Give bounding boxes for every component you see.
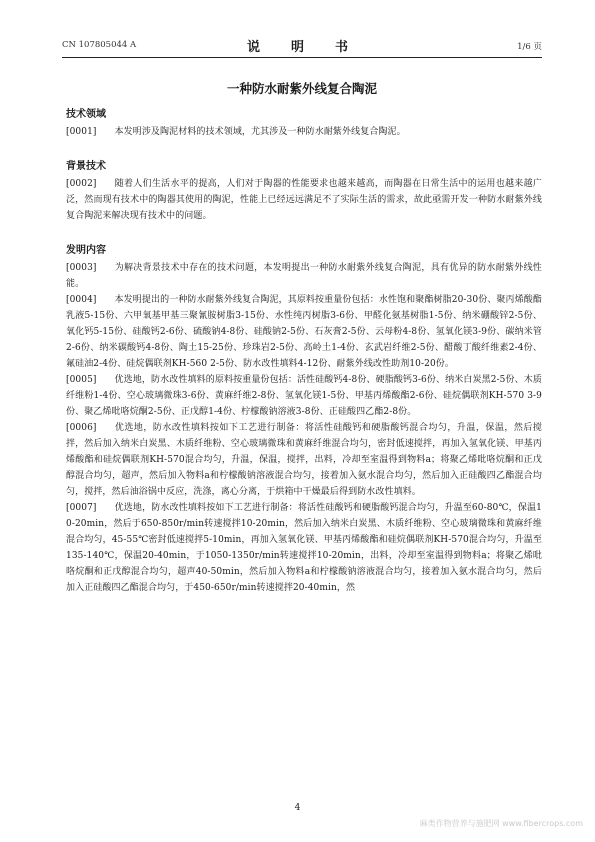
paragraph-number: [0004] [66, 295, 97, 305]
paragraph-text: 本发明提出的一种防水耐紫外线复合陶泥，其原料按重量份包括：水性饱和聚酯树脂20-30份、聚丙烯酸酯乳液5-15份、六甲氧基甲基三聚氰胺树脂3-15份、水性纯丙树脂3-6份、甲醛化氨基树脂1-5份、纳米硼酸锌2-5份、氧化钙5-15份、硅酸钙2-6份、硫酸钠4-8份、硅酸钠2-5份、石灰膏2-5份、云母粉4-8份、氢氧化镁3-9份、碳纳米管2-6份、纳米碳酸钙4-8份、陶土15-25份、珍珠岩2-5份、高岭土1-4份、玄武岩纤维2-5份、醋酸丁酸纤维素2-4份、氟硅油2-4份、硅烷偶联剂KH-560 2-5份、防水改性填料4-12份、耐紫外线改性助剂10-20份。 [66, 295, 542, 369]
paragraph-text: 本发明涉及陶泥材料的技术领域，尤其涉及一种防水耐紫外线复合陶泥。 [114, 127, 406, 137]
paragraph-0001 [66, 124, 542, 140]
watermark: 麻类作物营养与施肥网 www.fibercrops.com [419, 819, 583, 828]
paragraph-number: [0001] [66, 127, 97, 137]
invention-title: 一种防水耐紫外线复合陶泥 [226, 81, 377, 96]
paragraph-number: [0002] [66, 179, 97, 189]
page-header [62, 36, 542, 54]
paragraph-0004 [66, 292, 542, 372]
paragraph-text: 优选地，防水改性填料按如下工艺进行制备：将活性硅酸钙和硬脂酸钙混合均匀，升温至60-80℃，保温10-20min，然后于650-850r/min转速搅拌10-20min，然后加入纳米白炭黑、木质纤维粉、空心玻璃微珠和黄麻纤维混合均匀，45-55℃密封低速搅拌5-10min，再加入氢氧化镁、甲基丙烯酸酯和硅烷偶联剂KH-570混合均匀，升温至135-140℃，保温20-40min，于1050-1350r/min转速搅拌10-20min，出料，冷却至室温得到物料a；将聚乙烯吡咯烷酮和正戊醇混合均匀，超声40-50min，然后加入物料a和柠檬酸钠溶液混合均匀，接着加入氨水混合均匀，然后加入正硅酸四乙酯混合均匀，于450-650r/min转速搅拌20-40min，然 [66, 503, 542, 593]
doc-type-title: 说 明 书 [246, 40, 357, 55]
paragraph-0006 [66, 420, 542, 500]
paragraph-text: 优选地，防水改性填料的原料按重量份包括：活性硅酸钙4-8份、硬脂酸钙3-6份、纳米白炭黑2-5份、木质纤维粉1-4份、空心玻璃微珠3-6份、黄麻纤维2-8份、氢氧化镁1-5份、甲基丙烯酸酯2-6份、硅烷偶联剂KH-570 3-9份、聚乙烯吡咯烷酮2-5份、正戊醇1-4份、柠檬酸钠溶液3-8份、正硅酸四乙酯2-8份。 [66, 375, 542, 417]
section-heading-technical-field: 技术领域 [66, 109, 106, 120]
paragraph-0002 [66, 176, 542, 224]
paragraph-0005 [66, 372, 542, 420]
paragraph-number: [0003] [66, 263, 97, 273]
paragraph-text: 优选地，防水改性填料按如下工艺进行制备：将活性硅酸钙和硬脂酸钙混合均匀，升温，保温，然后搅拌，然后加入纳米白炭黑、木质纤维粉、空心玻璃微珠和黄麻纤维混合均匀，密封低速搅拌，再加入氢氧化镁、甲基丙烯酸酯和硅烷偶联剂KH-570混合均匀，升温，保温，搅拌，出料，冷却至室温得到物料a；将聚乙烯吡咯烷酮和正戊醇混合均匀，超声，然后加入物料a和柠檬酸钠溶液混合均匀，接着加入氨水混合均匀，然后加入正硅酸四乙酯混合均匀，搅拌，然后油浴锅中反应，洗涤，离心分离，于烘箱中干燥最后得到防水改性填料。 [66, 423, 542, 497]
document-body [66, 108, 542, 596]
header-rule [62, 57, 542, 58]
section-heading-background: 背景技术 [66, 161, 106, 172]
paragraph-number: [0006] [66, 423, 97, 433]
doc-number: CN 107805044 A [62, 40, 137, 50]
paragraph-text: 为解决背景技术中存在的技术问题，本发明提出一种防水耐紫外线复合陶泥，具有优异的防水耐紫外线性能。 [66, 263, 542, 289]
paragraph-number: [0005] [66, 375, 97, 385]
page-number: 4 [294, 803, 301, 813]
paragraph-0003 [66, 260, 542, 292]
paragraph-text: 随着人们生活水平的提高，人们对于陶器的性能要求也越来越高，而陶器在日常生活中的运用也越来越广泛，然而现有技术中的陶器其使用的陶泥，性能上已经远远满足不了实际生活的需求，故此亟需开发一种防水耐紫外线复合陶泥来解决现有技术中的问题。 [66, 179, 542, 221]
paragraph-number: [0007] [66, 503, 97, 513]
page-label: 1/6 页 [517, 42, 542, 52]
section-heading-summary: 发明内容 [66, 245, 106, 256]
paragraph-0007 [66, 500, 542, 596]
